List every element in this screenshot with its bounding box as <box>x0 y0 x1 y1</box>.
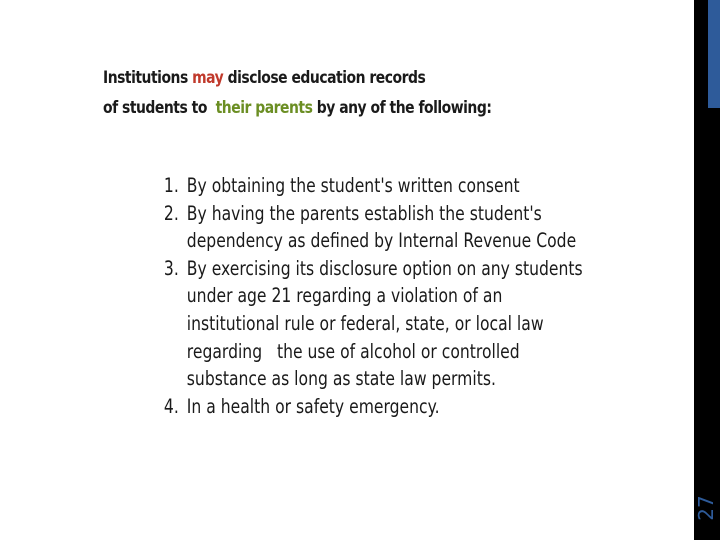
list-item-number: 2. <box>163 201 179 225</box>
list-item-text: By obtaining the student's written consent <box>186 174 520 197</box>
numbered-list <box>150 172 598 420</box>
list-item <box>150 393 598 421</box>
list-item <box>150 172 598 200</box>
title-text: Institutions <box>103 68 193 88</box>
title-highlight-parents: their parents <box>215 98 313 118</box>
title-text: disclose education records <box>223 68 426 88</box>
list-item <box>150 200 598 255</box>
title-line-2 <box>103 93 562 123</box>
list-item-text: In a health or safety emergency. <box>186 394 440 418</box>
list-item <box>150 255 598 393</box>
title-highlight-may: may <box>192 68 224 88</box>
list-item-number: 4. <box>163 394 179 418</box>
list-item-text: By exercising its disclosure option on any students under age 21 regarding a violation of an institutional rule or federal, state, or local law regarding the use of alcohol or controlled substance as long as state law permits. <box>186 256 588 391</box>
title-text: by any of the following: <box>312 98 492 118</box>
title-line-1 <box>103 63 562 93</box>
slide-title <box>103 63 562 123</box>
title-text: of students to <box>103 98 216 118</box>
list-item-number: 1. <box>163 174 179 197</box>
page-number: 27 <box>694 495 718 521</box>
right-side-bar-accent <box>708 0 720 108</box>
list-item-text: By having the parents establish the student's dependency as defined by Internal Revenue Code <box>186 201 577 253</box>
list-item-number: 3. <box>163 256 179 280</box>
